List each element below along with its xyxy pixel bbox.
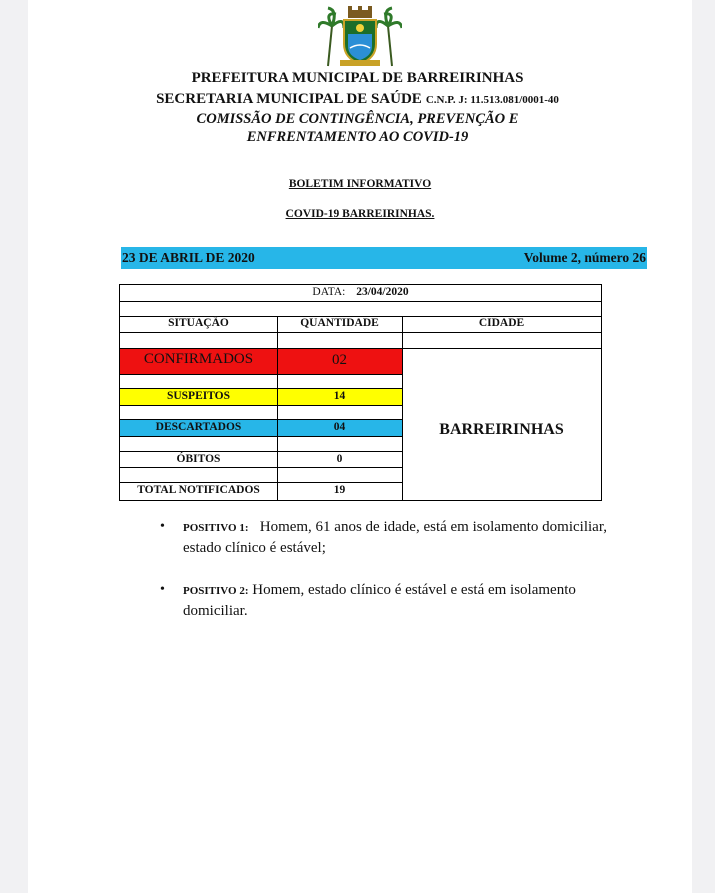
total-label: TOTAL NOTIFICADOS xyxy=(137,484,260,496)
confirmados-value: 02 xyxy=(332,352,347,368)
bullet-icon: • xyxy=(160,582,165,597)
rule xyxy=(120,332,601,333)
header-secretaria-text: SECRETARIA MUNICIPAL DE SAÚDE xyxy=(156,91,422,107)
band-volume: Volume 2, número 26 xyxy=(523,250,646,265)
header-cnpj: C.N.P. J: 11.513.081/0001-40 xyxy=(425,94,559,106)
rule xyxy=(120,451,402,452)
municipal-crest-icon xyxy=(318,4,402,68)
data-value: 23/04/2020 xyxy=(356,286,409,298)
descartados-value: 04 xyxy=(333,421,346,433)
total-value: 19 xyxy=(333,484,346,496)
rule xyxy=(120,436,402,437)
positivo-label: POSITIVO 1: xyxy=(183,522,249,534)
header-comissao: COMISSÃO DE CONTINGÊNCIA, PREVENÇÃO E xyxy=(196,111,519,127)
obitos-label: ÓBITOS xyxy=(176,453,221,465)
data-label: DATA: xyxy=(312,286,346,298)
rule xyxy=(120,419,402,420)
rule xyxy=(277,316,278,500)
data-row xyxy=(120,286,601,298)
col-quantidade: QUANTIDADE xyxy=(300,317,379,329)
date-band xyxy=(121,247,647,269)
obitos-value: 0 xyxy=(336,453,343,465)
positivo-text: Homem, estado clínico é estável e está em isolamento domiciliar. xyxy=(183,582,576,619)
list-item xyxy=(160,580,620,621)
rule xyxy=(120,405,402,406)
rule xyxy=(120,374,402,375)
confirmados-label: CONFIRMADOS xyxy=(143,351,254,367)
rule xyxy=(120,467,402,468)
city-name: BARREIRINHAS xyxy=(439,421,564,438)
title-covid: COVID-19 BARREIRINHAS. xyxy=(285,208,435,220)
positivo-label: POSITIVO 2: xyxy=(183,585,249,597)
header-enfrentamento: ENFRENTAMENTO AO COVID-19 xyxy=(246,129,469,145)
positivo-text: Homem, 61 anos de idade, está em isolamento domiciliar, estado clínico é estável; xyxy=(183,519,607,556)
band-date: 23 DE ABRIL DE 2020 xyxy=(122,250,255,265)
suspeitos-label: SUSPEITOS xyxy=(166,390,231,402)
rule xyxy=(120,482,402,483)
status-table xyxy=(119,284,602,501)
col-situacao: SITUAÇÃO xyxy=(168,317,229,329)
header-prefeitura: PREFEITURA MUNICIPAL DE BARREIRINHAS xyxy=(191,70,524,86)
descartados-label: DESCARTADOS xyxy=(155,421,242,433)
suspeitos-value: 14 xyxy=(333,390,346,402)
rule xyxy=(120,388,402,389)
list-item xyxy=(160,517,620,558)
col-cidade: CIDADE xyxy=(478,317,525,329)
bullet-icon: • xyxy=(160,519,165,534)
rule xyxy=(120,348,601,349)
rule xyxy=(120,301,601,302)
case-list xyxy=(160,517,620,643)
header-secretaria xyxy=(0,91,715,108)
title-boletim: BOLETIM INFORMATIVO xyxy=(288,178,432,190)
rule xyxy=(402,316,403,500)
